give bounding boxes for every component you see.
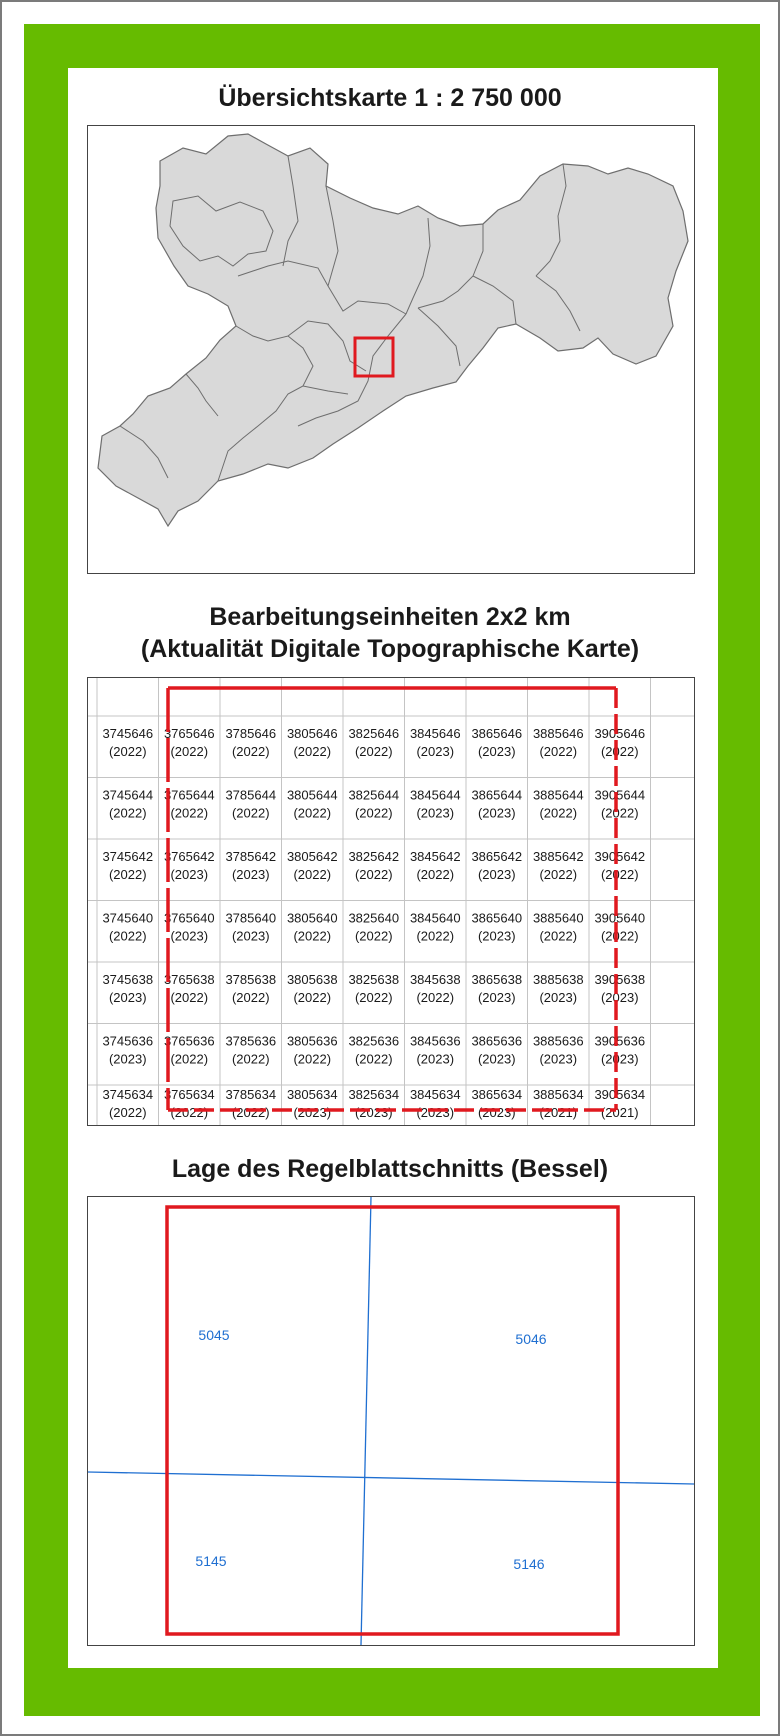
unit-year: (2023) [477,928,516,944]
unit-year: (2023) [477,1105,516,1120]
unit-id: 3885642 [532,849,584,864]
unit-year: (2022) [170,1051,209,1067]
unit-id: 3785634 [225,1087,277,1102]
overview-map-panel [87,125,695,574]
unit-id: 3905638 [594,972,646,987]
unit-year: (2022) [108,867,147,882]
sheet-boundary-vertical [361,1197,371,1645]
unit-id: 3865636 [471,1033,523,1049]
unit-year: (2023) [170,867,209,882]
unit-id: 3785640 [225,910,277,926]
unit-year: (2023) [293,1105,332,1120]
unit-id: 3825634 [348,1087,400,1102]
unit-year: (2021) [539,1105,578,1120]
unit-year: (2022) [170,744,209,759]
unit-id: 3765646 [163,726,215,741]
unit-id: 3865646 [471,726,523,741]
unit-year: (2023) [416,744,455,759]
unit-year: (2023) [231,867,270,882]
unit-id: 3805634 [286,1087,338,1102]
unit-year: (2022) [108,805,147,821]
unit-id: 3825636 [348,1033,400,1049]
unit-year: (2022) [170,1105,209,1120]
unit-id: 3805646 [286,726,338,741]
unit-id: 3865634 [471,1087,523,1102]
unit-id: 3885640 [532,910,584,926]
unit-id: 3885636 [532,1033,584,1049]
sheet-layout-panel [87,1196,695,1646]
unit-year: (2022) [170,990,209,1005]
unit-id: 3765634 [163,1087,215,1102]
unit-year: (2023) [477,744,516,759]
unit-id: 3765638 [163,972,215,987]
unit-id: 3745638 [102,972,154,987]
unit-year: (2022) [354,990,393,1005]
sheet-label-5046: 5046 [515,1331,547,1347]
unit-id: 3905646 [594,726,646,741]
unit-id: 3805644 [286,787,338,803]
unit-year: (2022) [231,1051,270,1067]
unit-id: 3765640 [163,910,215,926]
unit-year: (2023) [477,990,516,1005]
unit-id: 3885634 [532,1087,584,1102]
unit-id: 3805642 [286,849,338,864]
unit-year: (2022) [231,990,270,1005]
unit-year: (2023) [477,805,516,821]
unit-year: (2022) [231,744,270,759]
unit-year: (2023) [477,867,516,882]
unit-id: 3845644 [409,787,461,803]
unit-id: 3785638 [225,972,277,987]
unit-id: 3865640 [471,910,523,926]
unit-id: 3765642 [163,849,215,864]
sheet-boundary-horizontal [88,1472,694,1484]
unit-id: 3865644 [471,787,523,803]
overview-map-title: Übersichtskarte 1 : 2 750 000 [218,84,562,112]
unit-year: (2022) [539,867,578,882]
unit-year: (2023) [108,1051,147,1067]
unit-id: 3905644 [594,787,646,803]
unit-year: (2022) [416,928,455,944]
unit-year: (2022) [416,990,455,1005]
unit-id: 3845634 [409,1087,461,1102]
processing-units-grid [88,678,694,1125]
unit-year: (2022) [600,744,639,759]
unit-id: 3805640 [286,910,338,926]
unit-id: 3765636 [163,1033,215,1049]
unit-year: (2022) [293,990,332,1005]
unit-id: 3785644 [225,787,277,803]
unit-id: 3845642 [409,849,461,864]
unit-id: 3785642 [225,849,277,864]
unit-year: (2022) [354,744,393,759]
unit-year: (2022) [293,1051,332,1067]
unit-id: 3845636 [409,1033,461,1049]
unit-year: (2023) [416,805,455,821]
unit-year: (2023) [600,1051,639,1067]
unit-id: 3905634 [594,1087,646,1102]
grid-section-title: Bearbeitungseinheiten 2x2 km [209,603,571,631]
unit-id: 3905642 [594,849,646,864]
unit-id: 3885646 [532,726,584,741]
unit-id: 3825644 [348,787,400,803]
sheet-section-title: Lage des Regelblattschnitts (Bessel) [171,1155,609,1183]
unit-year: (2023) [231,928,270,944]
area-outline [167,1207,618,1634]
unit-id: 3785636 [225,1033,277,1049]
unit-id: 3825640 [348,910,400,926]
unit-id: 3825646 [348,726,400,741]
unit-year: (2022) [354,1051,393,1067]
unit-year: (2023) [477,1051,516,1067]
unit-year: (2022) [416,867,455,882]
unit-year: (2022) [539,928,578,944]
unit-year: (2023) [354,1105,393,1120]
unit-year: (2022) [354,867,393,882]
unit-year: (2022) [108,1105,147,1120]
unit-id: 3845638 [409,972,461,987]
unit-id: 3745642 [102,849,154,864]
unit-id: 3905636 [594,1033,646,1049]
unit-id: 3865638 [471,972,523,987]
unit-year: (2022) [354,928,393,944]
sheet-layout-map [88,1197,694,1645]
processing-units-panel [87,677,695,1126]
unit-year: (2021) [600,1105,639,1120]
unit-id: 3785646 [225,726,277,741]
unit-id: 3845640 [409,910,461,926]
unit-id: 3765644 [163,787,215,803]
unit-id: 3865642 [471,849,523,864]
unit-id: 3745634 [102,1087,154,1102]
unit-id: 3745644 [102,787,154,803]
unit-id: 3885638 [532,972,584,987]
unit-id: 3745636 [102,1033,154,1049]
unit-id: 3805636 [286,1033,338,1049]
grid-section-subtitle: (Aktualität Digitale Topographische Karte) [140,635,640,663]
unit-id: 3825642 [348,849,400,864]
unit-year: (2023) [416,1105,455,1120]
unit-year: (2022) [231,1105,270,1120]
sheet-label-5146: 5146 [513,1556,545,1572]
unit-id: 3885644 [532,787,584,803]
unit-year: (2022) [293,805,332,821]
unit-year: (2023) [539,1051,578,1067]
unit-year: (2022) [231,805,270,821]
unit-id: 3805638 [286,972,338,987]
unit-year: (2023) [600,990,639,1005]
unit-year: (2023) [108,990,147,1005]
unit-id: 3905640 [594,910,646,926]
unit-id: 3825638 [348,972,400,987]
unit-id: 3745646 [102,726,154,741]
unit-year: (2023) [416,1051,455,1067]
sheet-label-5145: 5145 [195,1553,227,1569]
unit-year: (2022) [293,928,332,944]
unit-year: (2022) [293,867,332,882]
unit-year: (2022) [354,805,393,821]
unit-year: (2022) [170,805,209,821]
unit-id: 3745640 [102,910,154,926]
unit-year: (2023) [170,928,209,944]
unit-year: (2022) [539,744,578,759]
unit-year: (2022) [293,744,332,759]
unit-year: (2022) [108,744,147,759]
sheet-label-5045: 5045 [198,1327,230,1343]
unit-year: (2022) [600,867,639,882]
saxony-map [88,126,694,573]
unit-id: 3845646 [409,726,461,741]
unit-year: (2022) [108,928,147,944]
unit-year: (2022) [600,928,639,944]
unit-year: (2022) [539,805,578,821]
unit-year: (2022) [600,805,639,821]
unit-year: (2023) [539,990,578,1005]
